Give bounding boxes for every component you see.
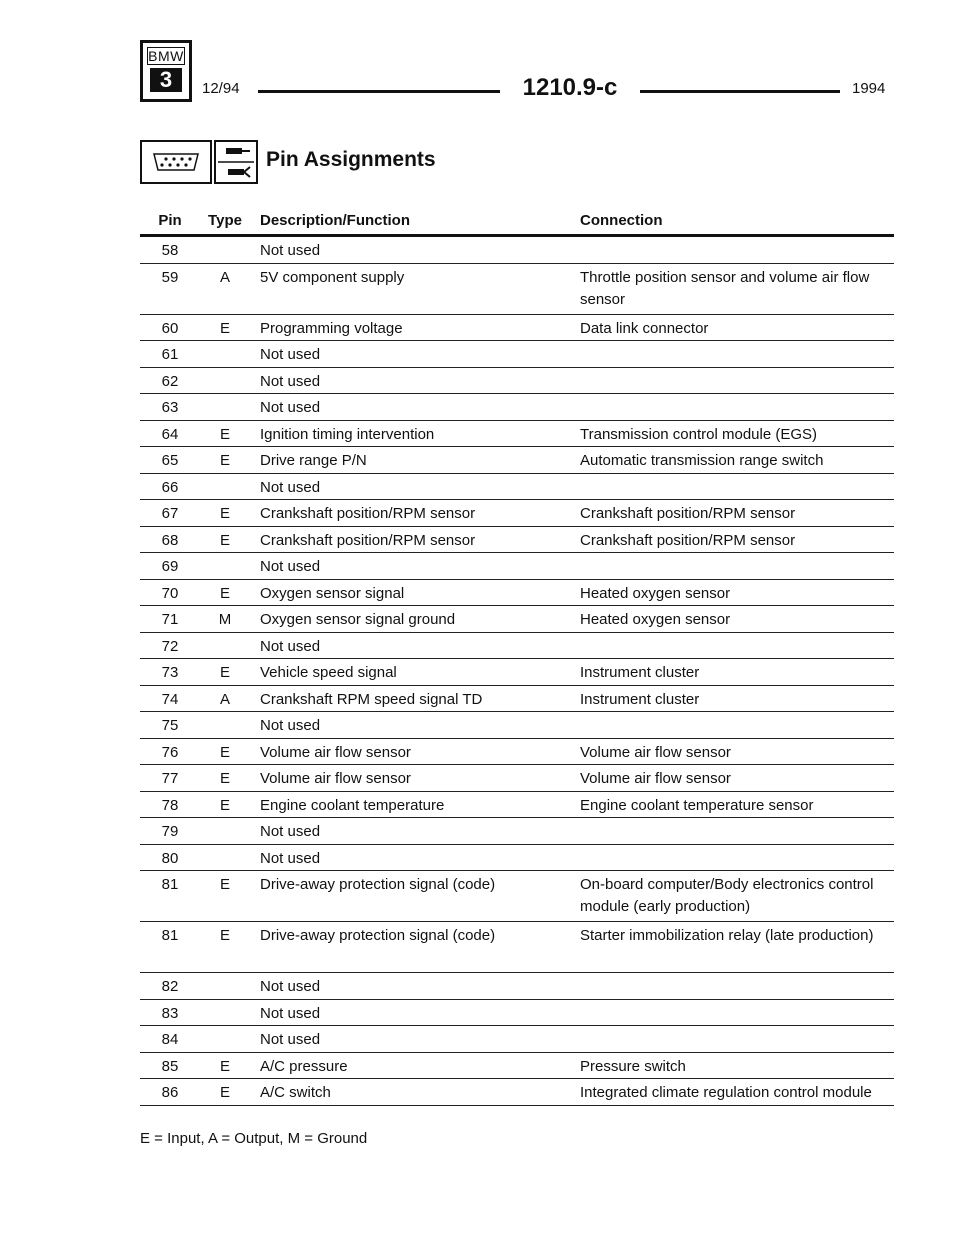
pin-direction-icon xyxy=(214,140,258,184)
pin-cell: 58 xyxy=(161,242,179,259)
pin-cell: 85 xyxy=(161,1057,179,1075)
connection-cell: Transmission control module (EGS) xyxy=(580,425,818,443)
table-row xyxy=(140,659,894,686)
table-row xyxy=(140,1053,894,1080)
type-cell: E xyxy=(219,770,230,787)
document-code: 1210.9-c xyxy=(500,74,640,102)
table-row xyxy=(140,922,894,973)
column-header-connection: Connection xyxy=(580,212,663,229)
pin-cell: 75 xyxy=(161,717,179,734)
pin-cell: 59 xyxy=(161,268,179,286)
table-row xyxy=(140,712,894,739)
description-cell: Not used xyxy=(260,849,321,867)
table-row xyxy=(140,264,894,315)
header-year: 1994 xyxy=(852,80,886,97)
connection-cell: Data link connector xyxy=(580,319,709,337)
description-cell: 5V component supply xyxy=(260,268,405,286)
connection-cell: On-board computer/Body electronics control module (early production) xyxy=(580,876,874,915)
description-cell: Not used xyxy=(260,717,321,734)
table-row xyxy=(140,1026,894,1053)
table-row xyxy=(140,237,894,264)
type-cell: E xyxy=(219,505,230,522)
type-cell: E xyxy=(219,425,230,443)
table-row xyxy=(140,421,894,448)
table-row xyxy=(140,739,894,766)
connection-cell: Throttle position sensor and volume air flow sensor xyxy=(580,268,870,308)
pin-cell: 81 xyxy=(161,876,179,893)
connection-cell: Crankshaft position/RPM sensor xyxy=(580,505,796,522)
pin-cell: 73 xyxy=(161,664,179,681)
table-row xyxy=(140,553,894,580)
table-row xyxy=(140,527,894,554)
pin-cell: 76 xyxy=(161,743,179,761)
table-row xyxy=(140,580,894,607)
table-row xyxy=(140,341,894,368)
connection-cell: Integrated climate regulation control module xyxy=(580,1084,872,1101)
pin-assignment-table xyxy=(140,210,894,1106)
pin-cell: 64 xyxy=(161,425,179,443)
type-cell: E xyxy=(219,531,230,549)
pin-cell: 68 xyxy=(161,531,179,549)
type-cell: E xyxy=(219,1057,230,1075)
description-cell: Not used xyxy=(260,242,321,259)
pin-cell: 69 xyxy=(161,558,179,575)
connection-cell: Instrument cluster xyxy=(580,664,700,681)
description-cell: Drive range P/N xyxy=(260,452,367,469)
table-row xyxy=(140,765,894,792)
connector-icon xyxy=(140,140,212,184)
table-row xyxy=(140,1079,894,1106)
description-cell: A/C pressure xyxy=(260,1057,348,1075)
description-cell: Oxygen sensor signal xyxy=(260,584,405,602)
type-cell: E xyxy=(219,319,230,337)
table-row xyxy=(140,474,894,501)
description-cell: Drive-away protection signal (code) xyxy=(260,927,496,944)
description-cell: Volume air flow sensor xyxy=(260,770,411,787)
table-row xyxy=(140,686,894,713)
description-cell: Not used xyxy=(260,978,321,995)
description-cell: Oxygen sensor signal ground xyxy=(260,611,456,628)
description-cell: Crankshaft RPM speed signal TD xyxy=(260,690,483,708)
description-cell: Crankshaft position/RPM sensor xyxy=(260,505,476,522)
pin-cell: 71 xyxy=(161,611,179,628)
pin-cell: 67 xyxy=(161,505,179,522)
type-cell: E xyxy=(219,584,230,602)
connection-cell: Engine coolant temperature sensor xyxy=(580,796,814,814)
connection-cell: Starter immobilization relay (late production) xyxy=(580,927,874,944)
description-cell: Not used xyxy=(260,558,321,575)
pin-cell: 77 xyxy=(161,770,179,787)
pin-cell: 82 xyxy=(161,978,179,995)
connection-cell: Automatic transmission range switch xyxy=(580,452,824,469)
type-cell: E xyxy=(219,743,230,761)
type-cell: E xyxy=(219,664,230,681)
description-cell: Crankshaft position/RPM sensor xyxy=(260,531,476,549)
type-legend: E = Input, A = Output, M = Ground xyxy=(140,1130,368,1147)
column-header-type: Type xyxy=(208,212,242,229)
description-cell: Engine coolant temperature xyxy=(260,796,445,814)
connection-cell: Volume air flow sensor xyxy=(580,770,731,787)
type-cell: E xyxy=(219,927,230,944)
description-cell: Not used xyxy=(260,478,321,496)
table-row xyxy=(140,792,894,819)
description-cell: Ignition timing intervention xyxy=(260,425,435,443)
connection-cell: Volume air flow sensor xyxy=(580,743,731,761)
pin-cell: 84 xyxy=(161,1031,179,1048)
type-cell: A xyxy=(219,690,230,708)
description-cell: A/C switch xyxy=(260,1084,331,1101)
type-cell: M xyxy=(218,611,232,628)
pin-cell: 80 xyxy=(161,849,179,867)
table-row xyxy=(140,368,894,395)
table-row xyxy=(140,606,894,633)
connection-cell: Heated oxygen sensor xyxy=(580,611,731,628)
table-row xyxy=(140,1000,894,1027)
bmw-3-series-logo xyxy=(140,40,192,102)
description-cell: Not used xyxy=(260,372,321,390)
type-cell: E xyxy=(219,452,230,469)
pin-cell: 62 xyxy=(161,372,179,390)
description-cell: Vehicle speed signal xyxy=(260,664,397,681)
description-cell: Volume air flow sensor xyxy=(260,743,411,761)
table-row xyxy=(140,447,894,474)
table-row xyxy=(140,394,894,421)
type-cell: A xyxy=(219,268,230,286)
connection-cell: Heated oxygen sensor xyxy=(580,584,731,602)
description-cell: Not used xyxy=(260,637,321,655)
section-title: Pin Assignments xyxy=(266,148,436,171)
pin-cell: 83 xyxy=(161,1004,179,1022)
column-header-pin: Pin xyxy=(158,212,182,229)
table-row xyxy=(140,500,894,527)
pin-cell: 72 xyxy=(161,637,179,655)
description-cell: Programming voltage xyxy=(260,319,403,337)
column-header-description: Description/Function xyxy=(260,212,410,229)
type-cell: E xyxy=(219,796,230,814)
pin-cell: 86 xyxy=(161,1084,179,1101)
logo-brand: BMW xyxy=(148,48,184,64)
connection-cell: Instrument cluster xyxy=(580,690,700,708)
table-row xyxy=(140,818,894,845)
pin-cell: 60 xyxy=(161,319,179,337)
table-body xyxy=(140,237,894,1106)
table-row xyxy=(140,973,894,1000)
description-cell: Not used xyxy=(260,1031,321,1048)
description-cell: Not used xyxy=(260,823,321,840)
header-date: 12/94 xyxy=(202,80,240,97)
connection-cell: Pressure switch xyxy=(580,1057,686,1075)
pin-cell: 66 xyxy=(161,478,179,496)
description-cell: Drive-away protection signal (code) xyxy=(260,876,496,893)
pin-cell: 65 xyxy=(161,452,179,469)
type-cell: E xyxy=(219,876,230,893)
page-header xyxy=(140,40,900,100)
pin-cell: 74 xyxy=(161,690,179,708)
table-header xyxy=(140,210,894,234)
logo-series: 3 xyxy=(150,68,182,92)
connection-cell: Crankshaft position/RPM sensor xyxy=(580,531,796,549)
pin-cell: 61 xyxy=(161,346,179,363)
pin-cell: 70 xyxy=(161,584,179,602)
table-row xyxy=(140,871,894,922)
pin-cell: 63 xyxy=(161,399,179,416)
table-row xyxy=(140,633,894,660)
description-cell: Not used xyxy=(260,346,321,363)
description-cell: Not used xyxy=(260,1004,321,1022)
description-cell: Not used xyxy=(260,399,321,416)
type-cell: E xyxy=(219,1084,230,1101)
pin-cell: 79 xyxy=(161,823,179,840)
pin-cell: 78 xyxy=(161,796,179,814)
table-row xyxy=(140,845,894,872)
table-row xyxy=(140,315,894,342)
section-heading xyxy=(140,140,900,190)
pin-cell: 81 xyxy=(161,927,179,944)
